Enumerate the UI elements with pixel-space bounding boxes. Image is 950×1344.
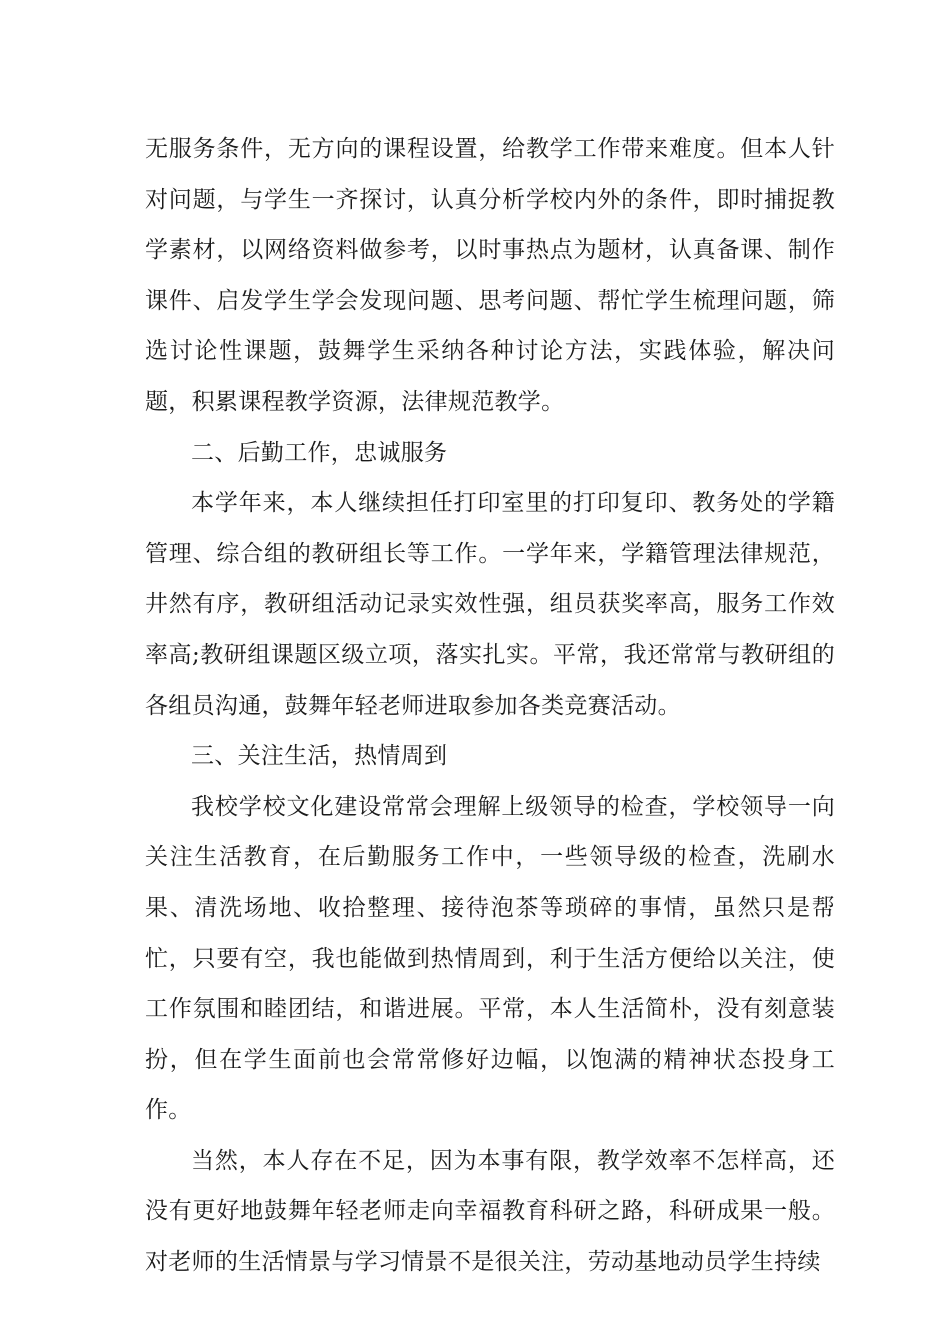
paragraph-life: 我校学校文化建设常常会理解上级领导的检查，学校领导一向关注生活教育，在后勤服务工作中，一些领导级的检查，洗刷水果、清洗场地、收拾整理、接待泡茶等琐碎的事情，虽然只是帮忙，只要有空，我也能做到热情周到，利于生活方便给以关注，使工作氛围和睦团结，和谐进展。平常，本人生活简朴，没有刻意装扮，但在学生面前也会常常修好边幅，以饱满的精神状态投身工作。 [145,793,835,1124]
paragraph-continued: 无服务条件，无方向的课程设置，给教学工作带来难度。但本人针对问题，与学生一齐探讨，认真分析学校内外的条件，即时捕捉教学素材，以网络资料做参考，以时事热点为题材，认真备课、制作课件、启发学生学会发现问题、思考问题、帮忙学生梳理问题，筛选讨论性课题，鼓舞学生采纳各种讨论方法，实践体验，解决问题，积累课程教学资源，法律规范教学。 [145,136,835,415]
paragraph-shortcomings: 当然，本人存在不足，因为本事有限，教学效率不怎样高，还没有更好地鼓舞年轻老师走向幸福教育科研之路，科研成果一般。对老师的生活情景与学习情景不是很关注，劳动基地动员学生持续 [145,1147,835,1276]
section-heading-life: 三、关注生活，热情周到 [191,743,448,770]
section-heading-logistics: 二、后勤工作，忠诚服务 [191,439,448,466]
document-body [145,124,835,1288]
paragraph-logistics: 本学年来，本人继续担任打印室里的打印复印、教务处的学籍管理、综合组的教研组长等工作。一学年来，学籍管理法律规范，井然有序，教研组活动记录实效性强，组员获奖率高，服务工作效率高;教研组课题区级立项，落实扎实。平常，我还常常与教研组的各组员沟通，鼓舞年轻老师进取参加各类竞赛活动。 [145,490,835,719]
